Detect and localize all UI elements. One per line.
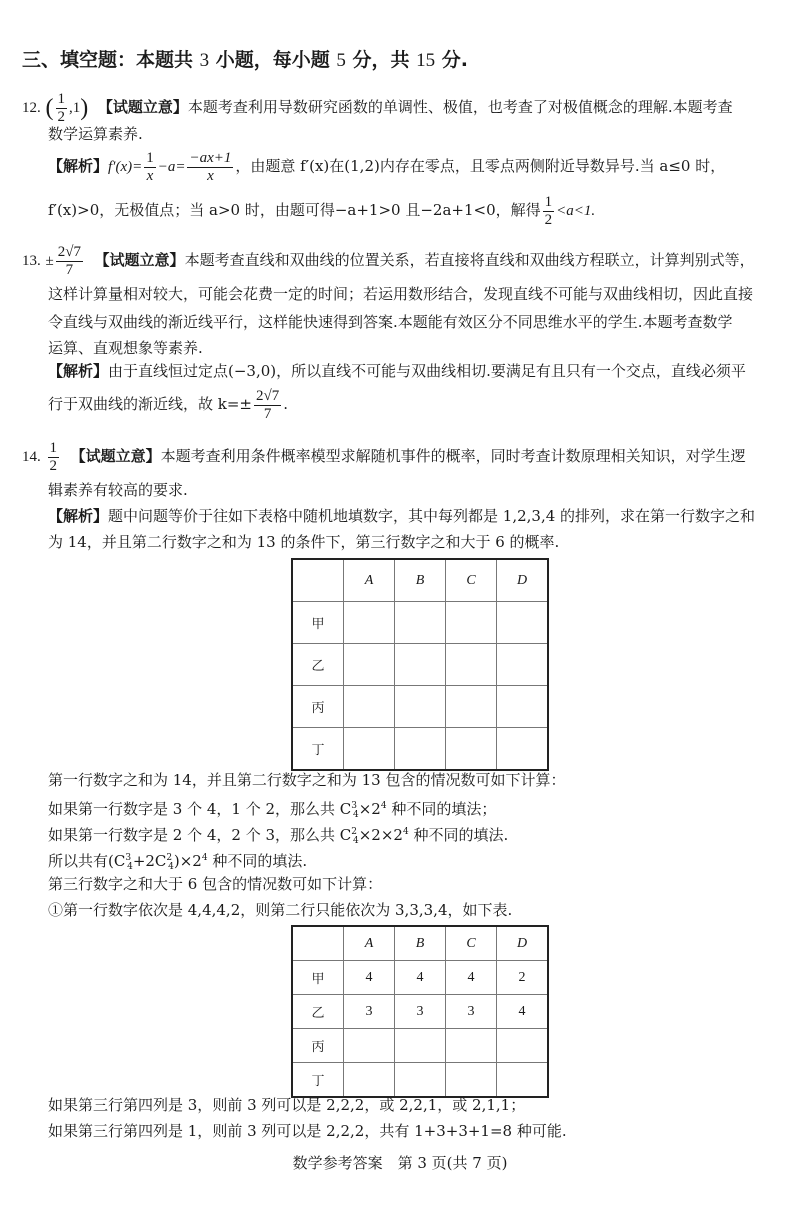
denominator: x (146, 167, 154, 184)
math: −a= (157, 159, 186, 175)
column-header: A (344, 926, 395, 961)
title-text: 分，共 (352, 49, 410, 71)
title-text: 三、填空题：本题共 (22, 49, 194, 71)
analysis-text: 种不同的填法； (386, 800, 497, 818)
q12-header (22, 90, 733, 126)
row-header: 丁 (292, 728, 344, 771)
row-header: 乙 (292, 995, 344, 1029)
exponent: 4 (380, 801, 387, 811)
question-number: 13. (22, 253, 41, 269)
table-cell (497, 728, 549, 771)
table-header-row (292, 926, 548, 961)
title-text: 小题，每小题 (215, 49, 330, 71)
exponent: 4 (201, 853, 208, 863)
analysis-tag: 【解析】 (48, 157, 109, 175)
analysis-text: 所以共有(C (48, 852, 126, 870)
math: f′(x)= (108, 159, 143, 175)
math: +2C (132, 852, 167, 870)
q12-analysis-line2 (48, 190, 595, 231)
numerator: 1 (146, 149, 154, 166)
table-cell (395, 1029, 446, 1063)
analysis-text: 由于直线恒过定点(−3,0)，所以直线不可能与双曲线相切.要满足有且只有一个交点，直线必须平 (108, 362, 746, 380)
table-cell (344, 644, 395, 686)
question-number: 12. (22, 100, 41, 116)
table-cell: 2 (497, 961, 549, 995)
title-total: 15 (416, 50, 436, 71)
intent-tag: 【试题立意】 (97, 98, 188, 116)
column-header: A (344, 559, 395, 602)
intent-text: 本题考查利用条件概率模型求解随机事件的概率，同时考查计数原理相关知识，对学生逻 (160, 447, 746, 465)
analysis-text: 如果第一行数字是 3 个 4，1 个 2，那么共 C (48, 800, 352, 818)
table-cell (395, 602, 446, 644)
table-row (292, 644, 548, 686)
analysis-text: f′(x)>0，无极值点；当 a>0 时，由题可得−a+1>0 且−2a+1<0，解得 (48, 201, 541, 219)
table-cell (344, 1063, 395, 1098)
q13-analysis-line2 (48, 384, 288, 424)
table-cell (446, 686, 497, 728)
analysis-text-combination-1 (48, 796, 496, 825)
intent-text: 辑素养有较高的要求. (48, 481, 188, 499)
exponent: 4 (402, 827, 409, 837)
table-row (292, 995, 548, 1029)
q12-analysis-line1 (48, 146, 725, 187)
math: ×2 (358, 800, 381, 818)
q13-analysis-line1 (48, 361, 746, 381)
column-header: B (395, 926, 446, 961)
row-header: 丙 (292, 1029, 344, 1063)
table-cell (344, 686, 395, 728)
fraction (543, 194, 555, 229)
subscript: 4 (353, 836, 359, 846)
q13-answer-fraction (56, 244, 83, 279)
question-number: 14. (22, 449, 41, 465)
row-header: 甲 (292, 961, 344, 995)
analysis-text-combination-2 (48, 822, 508, 851)
q14-answer-fraction (48, 440, 60, 475)
table-cell: 4 (497, 995, 549, 1029)
fraction (187, 150, 233, 185)
table-cell: 3 (446, 995, 497, 1029)
denominator: 7 (65, 261, 74, 278)
analysis-text: 题中问题等价于往如下表格中随机地填数字，其中每列都是 1,2,3,4 的排列，求在第一行数字之和 (108, 507, 756, 525)
numerator: 1 (544, 193, 553, 210)
intent-tag: 【试题立意】 (70, 447, 161, 465)
corner-cell (292, 926, 344, 961)
intent-text: 本题考查利用导数研究函数的单调性、极值，也考查了对极值概念的理解.本题考查 (187, 98, 733, 116)
analysis-text: 种不同的填法. (408, 826, 509, 844)
column-header: D (497, 926, 549, 961)
table-cell (344, 728, 395, 771)
subscript: 4 (353, 810, 359, 820)
numerator: 1 (49, 439, 58, 456)
title-count: 3 (199, 50, 210, 71)
table-cell (395, 728, 446, 771)
q13-header (22, 242, 755, 279)
column-header: B (395, 559, 446, 602)
subscript: 4 (127, 862, 133, 872)
paren-open: ( (45, 95, 54, 121)
column-header: C (446, 926, 497, 961)
analysis-text: 如果第三行第四列是 3，则前 3 列可以是 2,2,2，或 2,2,1，或 2,1,1； (48, 1096, 526, 1114)
title-text: 分. (441, 49, 469, 71)
fill-table-empty (291, 558, 549, 771)
numerator: 1 (57, 90, 66, 107)
answer-tail: ,1 (69, 100, 81, 116)
analysis-text: . (283, 395, 289, 413)
table-cell (446, 602, 497, 644)
analysis-text-total (48, 848, 307, 877)
row-header: 丁 (292, 1063, 344, 1098)
superscript: 3 (351, 801, 357, 811)
q14-header (22, 438, 746, 475)
row-header: 甲 (292, 602, 344, 644)
table-header-row (292, 559, 548, 602)
fill-table-partial (291, 925, 549, 1098)
table-cell: 3 (344, 995, 395, 1029)
analysis-text: 行于双曲线的渐近线，故 k=± (48, 395, 252, 413)
table-cell: 3 (395, 995, 446, 1029)
denominator: 2 (544, 211, 553, 228)
analysis-text: 第三行数字之和大于 6 包含的情况数可如下计算： (48, 875, 383, 893)
denominator: x (207, 167, 214, 184)
row-header: 乙 (292, 644, 344, 686)
table-row (292, 728, 548, 771)
q14-analysis-line1 (48, 506, 755, 526)
table-row (292, 1029, 548, 1063)
table-row (292, 686, 548, 728)
table-cell (446, 1063, 497, 1098)
subscript: 4 (168, 862, 174, 872)
section-title (22, 50, 468, 71)
numerator: −ax+1 (189, 149, 232, 166)
analysis-text: 第一行数字之和为 14，并且第二行数字之和为 13 包含的情况数可如下计算： (48, 771, 566, 789)
superscript: 3 (125, 853, 132, 863)
table-cell (497, 1029, 549, 1063)
plus-minus: ± (45, 253, 54, 269)
table-cell (446, 1029, 497, 1063)
analysis-tag: 【解析】 (48, 362, 109, 380)
math: <a<1. (556, 203, 596, 219)
table-cell: 4 (446, 961, 497, 995)
table-row (292, 602, 548, 644)
fraction (254, 388, 281, 423)
q12-answer-fraction (56, 91, 68, 126)
table-cell (395, 644, 446, 686)
analysis-text: 如果第三行第四列是 1，则前 3 列可以是 2,2,2，共有 1+3+3+1=8 种可能. (48, 1122, 567, 1140)
fraction (144, 150, 156, 185)
corner-cell (292, 559, 344, 602)
page-footer: 数学参考答案 第 3 页(共 7 页) (292, 1154, 508, 1172)
table-cell: 4 (344, 961, 395, 995)
analysis-text: 为 14，并且第二行数字之和为 13 的条件下，第三行数字之和大于 6 的概率. (48, 533, 560, 551)
denominator: 2 (57, 108, 66, 125)
column-header: C (446, 559, 497, 602)
numerator: 2√7 (57, 243, 81, 260)
paren-close: ) (80, 95, 89, 121)
table-cell (446, 644, 497, 686)
table-cell (395, 1063, 446, 1098)
table-cell (497, 644, 549, 686)
table-cell (344, 1029, 395, 1063)
intent-text: 令直线与双曲线的渐近线平行，这样能快速得到答案.本题能有效区分不同思维水平的学生.本题考查数学 (48, 313, 733, 331)
table-row (292, 1063, 548, 1098)
numerator: 2√7 (256, 387, 280, 404)
table-cell (497, 686, 549, 728)
row-header: 丙 (292, 686, 344, 728)
intent-text: 运算、直观想象等素养. (48, 339, 203, 357)
analysis-tag: 【解析】 (48, 507, 109, 525)
table-cell (446, 728, 497, 771)
table-row (292, 961, 548, 995)
intent-text: 数学运算素养. (48, 125, 143, 143)
table-cell (395, 686, 446, 728)
denominator: 2 (49, 457, 58, 474)
table-cell (497, 1063, 549, 1098)
table-cell (344, 602, 395, 644)
table-cell (497, 602, 549, 644)
intent-tag: 【试题立意】 (94, 251, 185, 269)
intent-text: 本题考查直线和双曲线的位置关系，若直接将直线和双曲线方程联立，计算判别式等， (184, 251, 755, 269)
denominator: 7 (263, 405, 272, 422)
math: ×2×2 (358, 826, 403, 844)
column-header: D (497, 559, 549, 602)
analysis-text: 如果第一行数字是 2 个 4，2 个 3，那么共 C (48, 826, 352, 844)
title-points: 5 (336, 50, 346, 71)
table-cell: 4 (395, 961, 446, 995)
intent-text: 这样计算量相对较大，可能会花费一定的时间；若运用数形结合，发现直线不可能与双曲线相切，因此直接 (48, 285, 754, 303)
superscript: 2 (351, 827, 357, 837)
analysis-text: ，由题意 f′(x)在(1,2)内存在零点，且零点两侧附近导数异号.当 a≤0 时， (235, 157, 726, 175)
superscript: 2 (166, 853, 173, 863)
math: )×2 (173, 852, 202, 870)
analysis-text: ①第一行数字依次是 4,4,4,2，则第二行只能依次为 3,3,3,4，如下表. (48, 901, 513, 919)
analysis-text: 种不同的填法. (207, 852, 308, 870)
